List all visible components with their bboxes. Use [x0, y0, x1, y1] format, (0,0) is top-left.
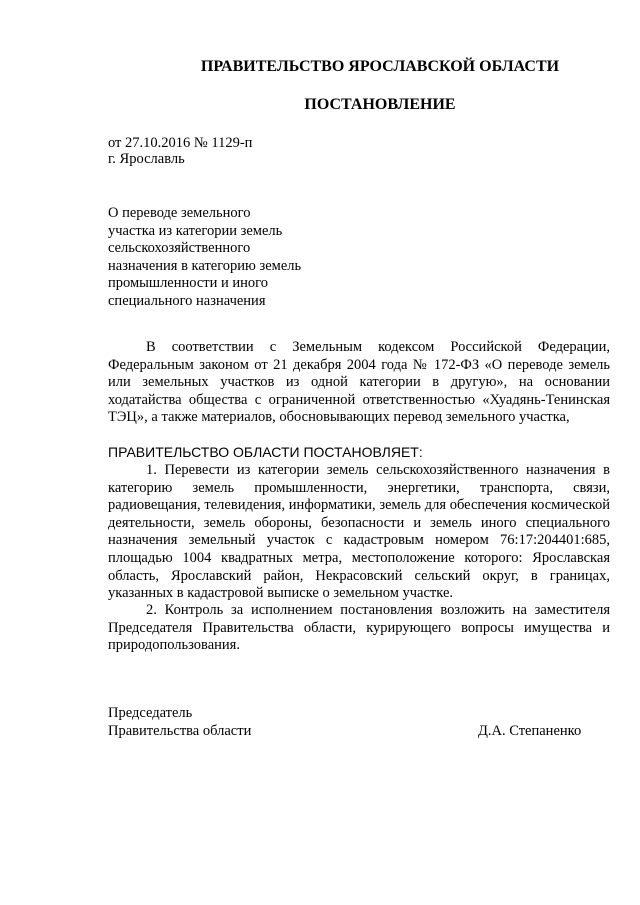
subject-line: назначения в категорию земель — [108, 257, 302, 274]
decree-item-1: 1. Перевести из категории земель сельскохозяйственного назначения в категорию земель промышленности, энергетики, транспорта, связи, радиовещания, телевидения, информатики, земель для обеспечения космической деятельности, земель обороны, безопасности и земель иного специального назначения земельный участок с кадастровым номером 76:17:204401:685, площадью 1004 квадратных метра, местоположение которого: Ярославская область, Ярославский район, Некрасовский сельский округ, в границах, указанных в кадастровой выписке о земельном участке. — [108, 462, 610, 602]
subject-line: промышленности и иного — [108, 275, 269, 292]
document-city: г. Ярославль — [108, 151, 185, 167]
decree-statement: ПРАВИТЕЛЬСТВО ОБЛАСТИ ПОСТАНОВЛЯЕТ: — [108, 444, 423, 460]
decree-item-2: 2. Контроль за исполнением постановления возложить на заместителя Председателя Правительства области, курирующего вопросы имущества и природопользования. — [108, 602, 610, 654]
subject-line: участка из категории земель — [108, 222, 283, 239]
government-heading: ПРАВИТЕЛЬСТВО ЯРОСЛАВСКОЙ ОБЛАСТИ — [200, 58, 560, 75]
signatory-title-line: Председатель — [108, 705, 193, 721]
document-date-number: от 27.10.2016 № 1129-п — [108, 135, 253, 151]
subject-line: специального назначения — [108, 292, 266, 309]
document-type-heading: ПОСТАНОВЛЕНИЕ — [304, 96, 456, 113]
subject-line: О переводе земельного — [108, 205, 251, 221]
signatory-title — [108, 704, 251, 740]
preamble-paragraph: В соответствии с Земельным кодексом Российской Федерации, Федеральным законом от 21 декабря 2004 года № 172-ФЗ «О переводе земель или земельных участков из одной категории в другую», на основании ходатайства общества с ограниченной ответственностью «Хуадянь-Тенинская ТЭЦ», а также материалов, обосновывающих перевод земельного участка, — [108, 339, 610, 426]
signatory-name: Д.А. Степаненко — [478, 723, 582, 739]
document-subject — [108, 205, 368, 311]
subject-line: сельскохозяйственного — [108, 240, 251, 257]
signatory-title-line: Правительства области — [108, 723, 252, 739]
